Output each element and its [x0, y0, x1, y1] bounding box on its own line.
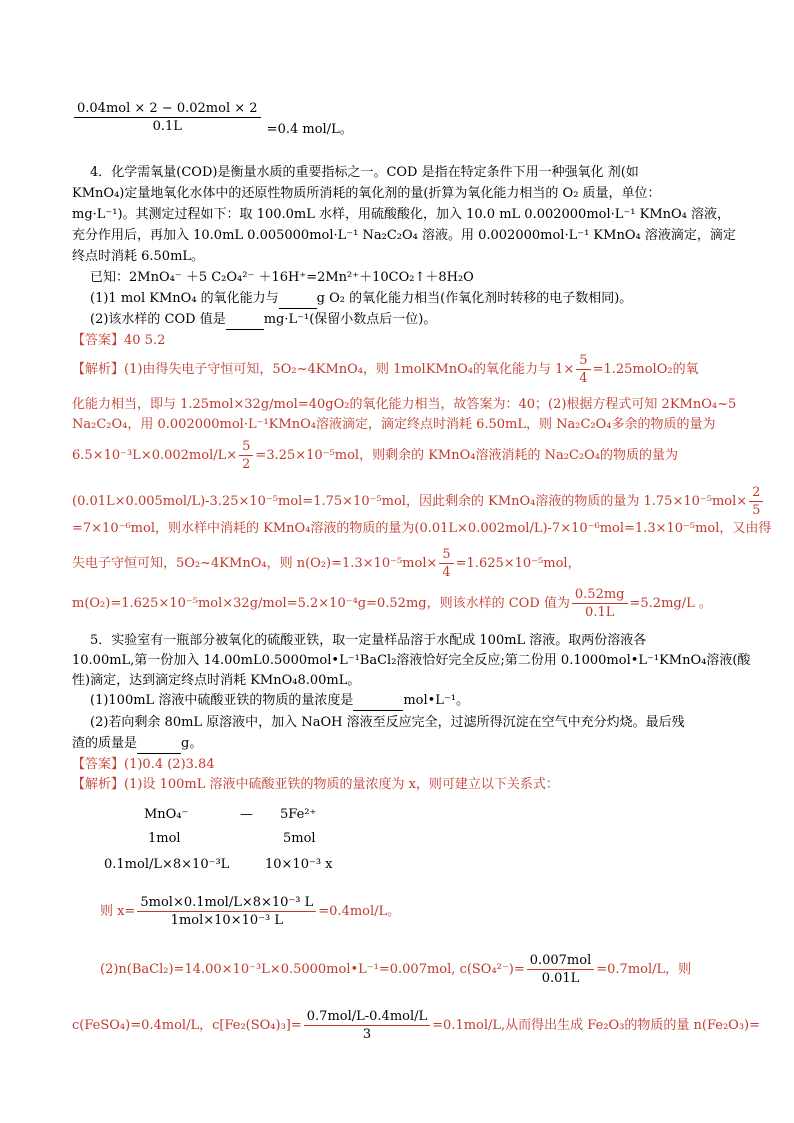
- fraction-numerator: 0.04mol × 2 − 0.02mol × 2: [74, 100, 261, 118]
- q4-analysis-line8: [72, 586, 712, 621]
- q5-subquestion-2-cont: [72, 735, 202, 754]
- analysis-label: 【解析】: [72, 362, 125, 377]
- relation-row-2-right: 5mol: [283, 831, 316, 846]
- q5-para-line1: 5．实验室有一瓶部分被氧化的硫酸亚铁，取一定量样品溶于水配成 100mL 溶液。取两份溶液各: [90, 633, 647, 648]
- q4-analysis-line5: [72, 484, 765, 519]
- analysis-text: =0.1mol/L,从而得出生成 Fe₂O₃的物质的量 n(Fe₂O₃)=: [432, 1018, 761, 1033]
- answer-blank[interactable]: [353, 692, 403, 711]
- prev-result: =0.4 mol/L。: [266, 122, 353, 137]
- q4-para-line3: mg·L⁻¹)。其测定过程如下：取 100.0mL 水样，用硫酸酸化，加入 10.0 mL 0.002000mol·L⁻¹ KMnO₄ 溶液，: [72, 207, 731, 222]
- prev-fraction: [74, 100, 261, 135]
- answer-label: 【答案】: [72, 757, 125, 772]
- q5-analysis-line4: [72, 1008, 760, 1043]
- fraction-denominator: 4: [442, 565, 451, 580]
- q5-sub2-text-c: g。: [181, 736, 203, 751]
- q5-analysis-line1: [72, 776, 559, 794]
- analysis-text: =0.7mol/L，则: [596, 962, 692, 977]
- q4-para-line1: 4．化学需氧量(COD)是衡量水质的重要指标之一。COD 是指在特定条件下用一种强氧化 剂(如: [90, 165, 639, 180]
- q4-analysis-line4: [72, 438, 678, 473]
- fraction-denominator: 1mol×10×10⁻³ L: [170, 913, 283, 928]
- analysis-text: (1)设 100mL 溶液中硫酸亚铁的物质的量浓度为 x，则可建立以下关系式：: [124, 777, 559, 792]
- q5-sub1-text-a: (1)100mL 溶液中硫酸亚铁的物质的量浓度是: [90, 693, 354, 708]
- q5-analysis-line2: [100, 894, 400, 929]
- analysis-text: =1.625×10⁻⁵mol，: [455, 556, 581, 571]
- relation-row-1-right: 5Fe²⁺: [280, 807, 317, 822]
- q4-sub1-text-a: (1)1 mol KMnO₄ 的氧化能力与: [90, 291, 279, 306]
- fraction: [576, 352, 590, 387]
- fraction: [239, 438, 253, 473]
- fraction-denominator: 3: [362, 1027, 372, 1042]
- fraction: [304, 1008, 430, 1043]
- fraction: [137, 894, 316, 929]
- relation-row-3-right: 10×10⁻³ x: [265, 857, 333, 872]
- q5-subquestion-2: (2)若向剩余 80mL 原溶液中，加入 NaOH 溶液至反应完全，过滤所得沉淀在空气中充分灼烧。最后残: [90, 715, 685, 730]
- answer-blank[interactable]: [226, 311, 264, 330]
- q4-analysis-line1: [72, 352, 699, 387]
- answer-values: 40 5.2: [124, 333, 166, 348]
- fraction-numerator: 2: [749, 484, 763, 502]
- analysis-text: =1.25molO₂的氧: [592, 362, 699, 377]
- q4-analysis-line6: =7×10⁻⁶mol，则水样中消耗的 KMnO₄溶液的物质的量为(0.01L×0.002mol/L)-7×10⁻⁶mol=1.3×10⁻⁵mol，又由得: [72, 521, 772, 536]
- prev-calculation: [72, 100, 353, 135]
- fraction-numerator: 0.52mg: [572, 586, 628, 604]
- fraction: [527, 952, 595, 987]
- q5-para-line3: 性)滴定，达到滴定终点时消耗 KMnO₄8.00mL。: [72, 673, 361, 688]
- analysis-text: 6.5×10⁻³L×0.002mol/L×: [72, 448, 238, 463]
- q4-sub2-text-a: (2)该水样的 COD 值是: [90, 312, 226, 327]
- answer-blank[interactable]: [137, 735, 181, 754]
- fraction-numerator: 0.007mol: [527, 952, 595, 970]
- q5-para-line2: 10.00mL,第一份加入 14.00mL0.5000mol•L⁻¹BaCl₂溶液恰好完全反应;第二份用 0.1000mol•L⁻¹KMnO₄溶液(酸: [72, 653, 751, 668]
- q5-sub2-text-b: 渣的质量是: [72, 736, 138, 751]
- q4-para-line5: 终点时消耗 6.50mL。: [72, 249, 205, 264]
- q5-sub1-text-b: mol•L⁻¹。: [403, 693, 470, 708]
- fraction-numerator: 5: [439, 546, 453, 564]
- relation-row-2-left: 1mol: [148, 831, 181, 846]
- relation-row-1-left: MnO₄⁻: [144, 807, 189, 822]
- analysis-text: 失电子守恒可知，5O₂~4KMnO₄，则 n(O₂)=1.3×10⁻⁵mol×: [72, 556, 438, 571]
- fraction: [572, 586, 628, 621]
- q4-analysis-line3: Na₂C₂O₄，用 0.002000mol·L⁻¹KMnO₄溶液滴定，滴定终点时消耗 6.50mL，则 Na₂C₂O₄多余的物质的量为: [72, 417, 716, 432]
- relation-dash: —: [240, 807, 253, 822]
- fraction-denominator: 0.1L: [585, 605, 615, 620]
- fraction-denominator: 0.01L: [541, 971, 580, 986]
- fraction-numerator: 5mol×0.1mol/L×8×10⁻³ L: [137, 894, 316, 912]
- q5-answer: [72, 756, 215, 774]
- fraction-denominator: 5: [752, 503, 761, 518]
- analysis-text: =0.4mol/L。: [318, 904, 401, 919]
- answer-blank[interactable]: [279, 290, 317, 309]
- q4-para-line2: KMnO₄)定量地氧化水体中的还原性物质所消耗的氧化剂的量(折算为氧化能力相当的 O₂ 质量，单位：: [72, 186, 661, 201]
- analysis-text: =3.25×10⁻⁵mol，则剩余的 KMnO₄溶液消耗的 Na₂C₂O₄的物质的量为: [255, 448, 678, 463]
- q4-analysis-line7: [72, 546, 581, 581]
- q4-subquestion-2: [90, 311, 436, 330]
- q4-known-equation: 已知：2MnO₄⁻ ＋5 C₂O₄²⁻ ＋16H⁺=2Mn²⁺＋10CO₂↑＋8H₂O: [90, 270, 474, 285]
- q4-para-line4: 充分作用后，再加入 10.0mL 0.005000mol·L⁻¹ Na₂C₂O₄ 溶液。用 0.002000mol·L⁻¹ KMnO₄ 溶液滴定，滴定: [72, 228, 736, 243]
- q4-sub1-text-b: g O₂ 的氧化能力相当(作氧化剂时转移的电子数相同)。: [316, 291, 633, 306]
- answer-values: (1)0.4 (2)3.84: [124, 757, 215, 772]
- analysis-label: 【解析】: [72, 777, 125, 792]
- q4-sub2-text-b: mg·L⁻¹(保留小数点后一位)。: [263, 312, 437, 327]
- analysis-text: =5.2mg/L 。: [629, 596, 712, 611]
- fraction: [439, 546, 453, 581]
- fraction-denominator: 0.1L: [152, 119, 182, 134]
- q4-answer: [72, 332, 165, 350]
- analysis-text: c(FeSO₄)=0.4mol/L，c[Fe₂(SO₄)₃]=: [72, 1018, 302, 1033]
- q5-analysis-line3: [100, 952, 691, 987]
- analysis-text: 则 x=: [100, 904, 136, 919]
- q5-subquestion-1: [90, 692, 469, 711]
- fraction-numerator: 5: [576, 352, 590, 370]
- analysis-text: m(O₂)=1.625×10⁻⁵mol×32g/mol=5.2×10⁻⁴g=0.52mg，则该水样的 COD 值为: [72, 596, 570, 611]
- q4-subquestion-1: [90, 290, 632, 309]
- relation-row-3-left: 0.1mol/L×8×10⁻³L: [104, 857, 230, 872]
- analysis-text: (1)由得失电子守恒可知，5O₂~4KMnO₄，则 1molKMnO₄的氧化能力与 1×: [124, 362, 575, 377]
- fraction-numerator: 5: [239, 438, 253, 456]
- fraction-denominator: 4: [579, 371, 588, 386]
- answer-label: 【答案】: [72, 333, 125, 348]
- q4-analysis-line2: 化能力相当，即与 1.25mol×32g/mol=40gO₂的氧化能力相当，故答案为：40；(2)根据方程式可知 2KMnO₄~5: [72, 397, 737, 412]
- fraction: [749, 484, 763, 519]
- fraction-numerator: 0.7mol/L-0.4mol/L: [304, 1008, 430, 1026]
- analysis-text: (2)n(BaCl₂)=14.00×10⁻³L×0.5000mol•L⁻¹=0.007mol, c(SO₄²⁻)=: [100, 962, 525, 977]
- fraction-denominator: 2: [242, 457, 251, 472]
- analysis-text: (0.01L×0.005mol/L)-3.25×10⁻⁵mol=1.75×10⁻⁵mol，因此剩余的 KMnO₄溶液的物质的量为 1.75×10⁻⁵mol×: [72, 494, 748, 509]
